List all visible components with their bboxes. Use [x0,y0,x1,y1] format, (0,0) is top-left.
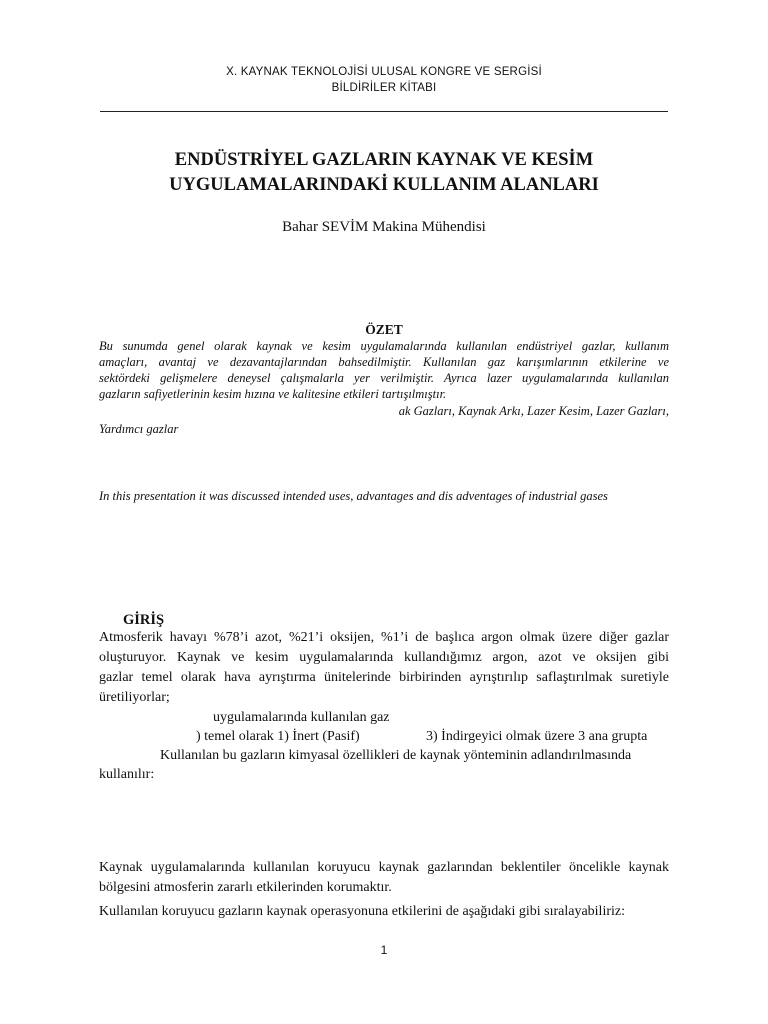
paper-title-line2: UYGULAMALARINDAKİ KULLANIM ALANLARI [169,175,599,195]
body-fragment-4: kullanılır: [99,767,155,782]
body-fragment-2b: 3) İndirgeyici olmak üzere 3 ana grupta [426,729,648,744]
body-para3: Kullanılan koruyucu gazların kaynak operasyonuna etkilerini de aşağıdaki gibi sıralayabiliriz: [99,904,625,919]
body-line-3: gazlar temel olarak hava ayrıştırma ünitelerinde birbirinden ayrıştırılıp saflaştırılmak suretiyle [99,670,669,685]
abstract-heading: ÖZET [365,322,403,337]
author-line: Bahar SEVİM Makina Mühendisi [282,219,486,235]
running-header-line2: BİLDİRİLER KİTABI [331,82,437,94]
abstract-line-4: gazların safiyetlerinin kesim hızına ve kalitesine etkileri tartışılmıştır. [99,387,447,401]
body-fragment-3: Kullanılan bu gazların kimyasal özellikleri de kaynak yönteminin adlandırılmasında [160,748,632,763]
body-line-2: oluşturuyor. Kaynak ve kesim uygulamalarında kullandığımız argon, azot ve oksijen gibi [99,650,669,665]
abstract-line-3: sektördeki gelişmelere deneysel çalışmalarla yer verilmiştir. Ayrıca lazer uygulamalarında kullanılan [99,371,669,385]
section-heading: GİRİŞ [123,612,165,628]
page-number: 1 [380,943,388,957]
body-fragment-1: uygulamalarında kullanılan gaz [213,710,390,725]
running-header-line1: X. KAYNAK TEKNOLOJİSİ ULUSAL KONGRE VE SERGİSİ [226,66,542,78]
body-line-1: Atmosferik havayı %78’i azot, %21’i oksijen, %1’i de başlıca argon olmak üzere diğer gazlar [99,630,669,645]
body-para2-line-2: bölgesini atmosferin zararlı etkilerinden korumaktır. [99,880,392,895]
abstract-line-1: Bu sunumda genel olarak kaynak ve kesim uygulamalarında kullanılan endüstriyel gazlar, kullanım [99,339,669,353]
abstract-line-2: amaçları, avantaj ve dezavantajlarından bahsedilmiştir. Kullanılan gaz karışımlarının etkilerine ve [99,355,669,369]
body-para2-line-1: Kaynak uygulamalarında kullanılan koruyucu kaynak gazlarından beklentiler öncelikle kaynak [99,860,669,875]
english-abstract: In this presentation it was discussed intended uses, advantages and dis adventages of industrial gases [99,489,608,503]
keywords-line2: Yardımcı gazlar [99,422,179,436]
header-rule [100,111,668,112]
paper-title-line1: ENDÜSTRİYEL GAZLARIN KAYNAK VE KESİM [174,150,594,170]
body-fragment-2a: ) temel olarak 1) İnert (Pasif) [196,729,360,744]
keywords-line1: ak Gazları, Kaynak Arkı, Lazer Kesim, Lazer Gazları, [398,404,669,418]
body-line-4: üretiliyorlar; [99,690,170,705]
